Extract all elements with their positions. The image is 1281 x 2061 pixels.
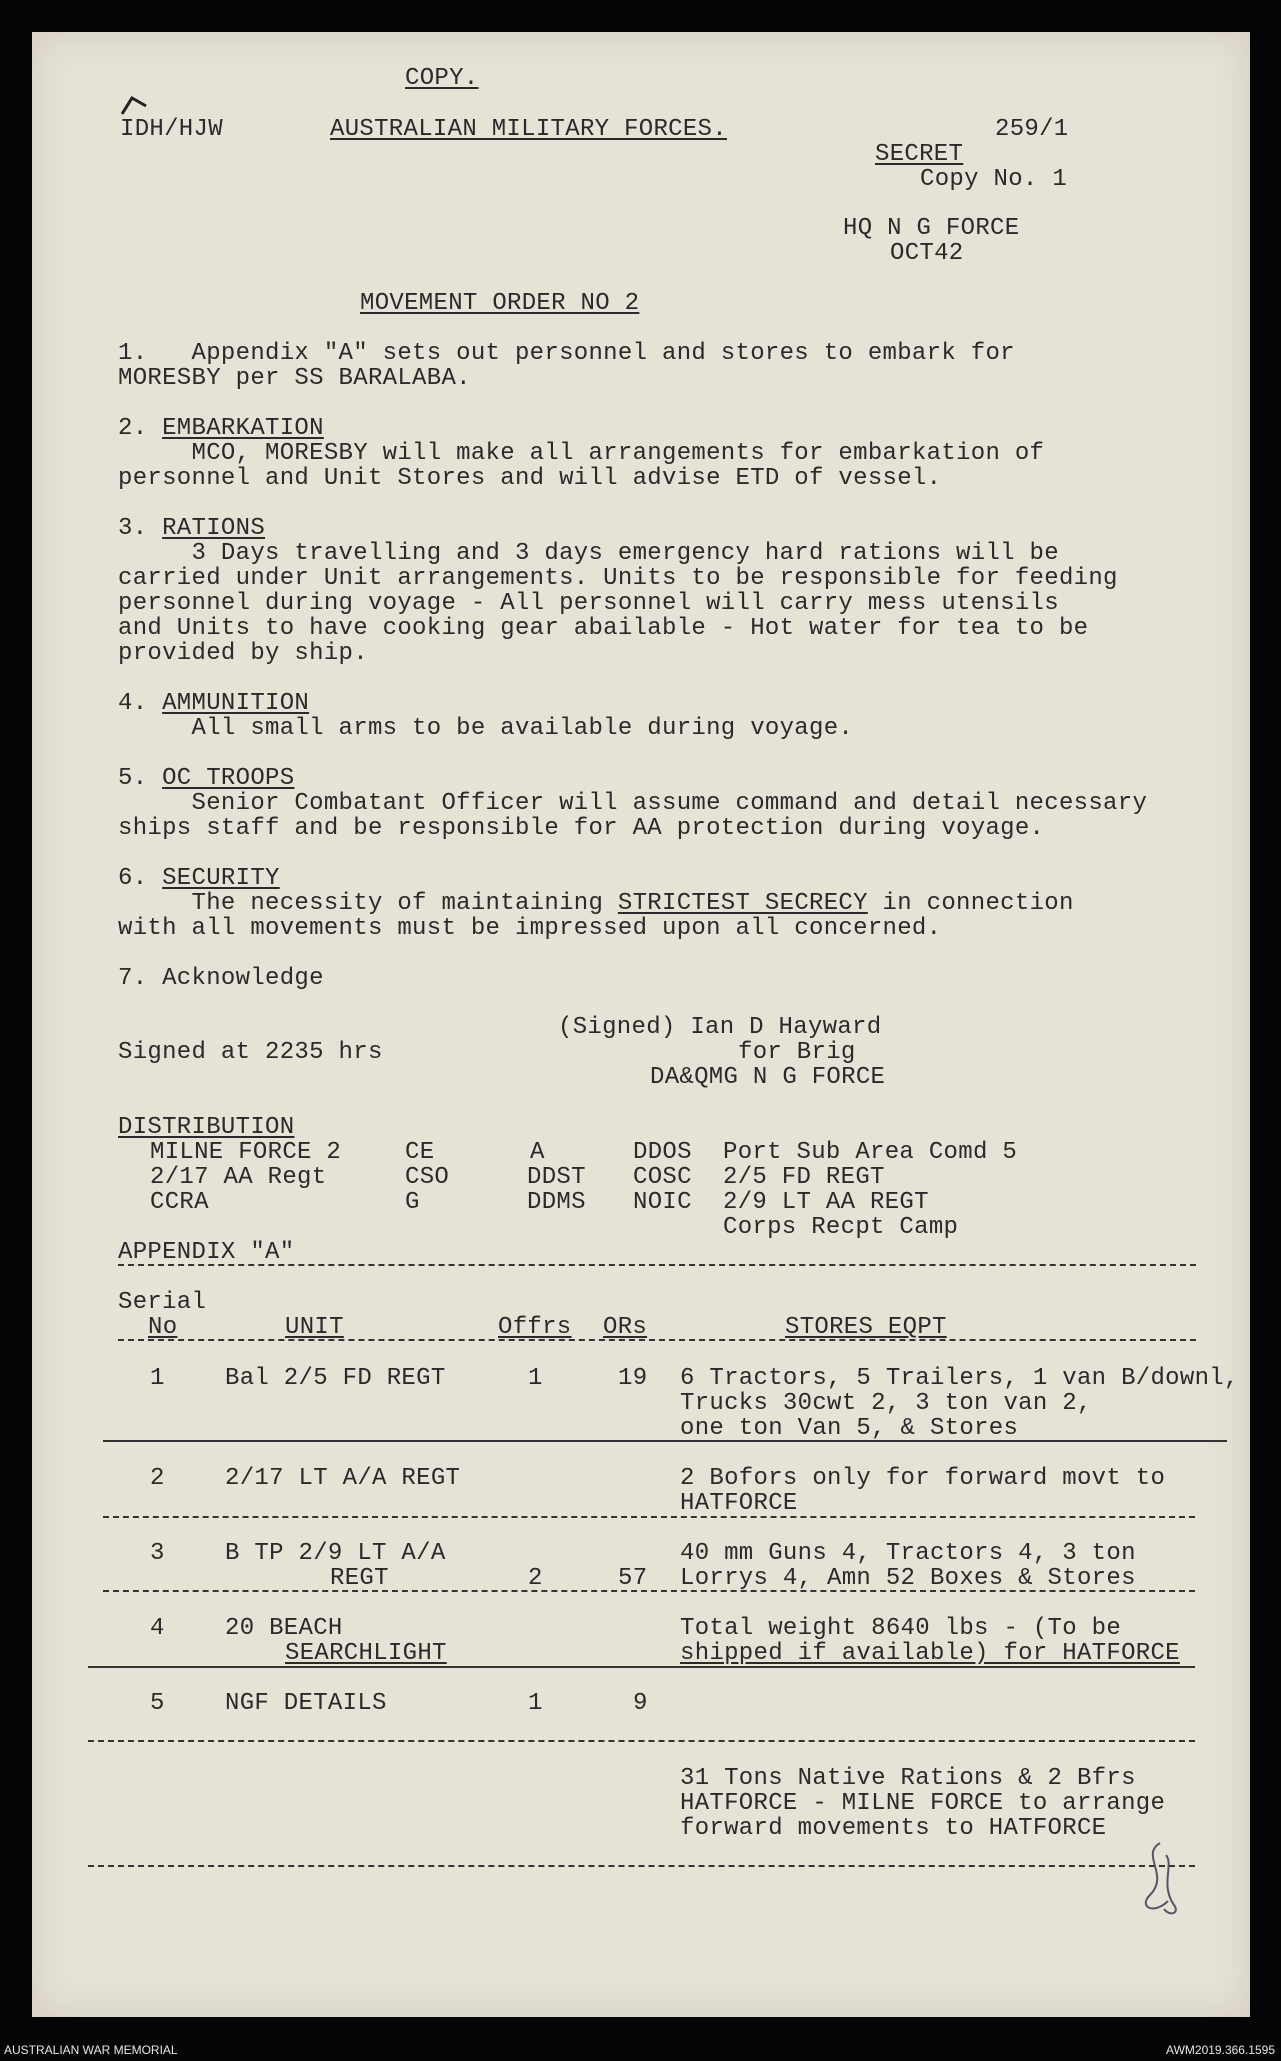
classification: SECRET (875, 141, 964, 168)
dist-cell: 2/9 LT AA REGT (723, 1189, 929, 1216)
serial-cell: 2 (150, 1465, 165, 1492)
para-5-line-1: Senior Combatant Officer will assume command and detail necessary (118, 790, 1148, 817)
col-header-offrs: Offrs (498, 1314, 572, 1341)
signed-for: for Brig (738, 1039, 856, 1066)
dist-cell: A (530, 1139, 545, 1166)
para-6-heading (118, 866, 280, 891)
stores-cell: Trucks 30cwt 2, 3 ton van 2, (680, 1390, 1092, 1417)
para-3-line-1: 3 Days travelling and 3 days emergency hard rations will be (118, 540, 1059, 567)
col-header-ors: ORs (603, 1314, 648, 1341)
col-header-unit: UNIT (285, 1314, 344, 1341)
para-2-line-2: personnel and Unit Stores and will advise ETD of vessel. (118, 465, 942, 492)
distribution-heading: DISTRIBUTION (118, 1114, 295, 1141)
dist-cell: Port Sub Area Comd 5 (723, 1139, 1018, 1166)
appendix-note: forward movements to HATFORCE (680, 1815, 1107, 1842)
row-divider (88, 1666, 1195, 1668)
headquarters: HQ N G FORCE (843, 215, 1020, 242)
unit-cell: B TP 2/9 LT A/A (225, 1540, 446, 1567)
stores-cell: Lorrys 4, Amn 52 Boxes & Stores (680, 1565, 1136, 1592)
appendix-note: 31 Tons Native Rations & 2 Bfrs (680, 1765, 1136, 1792)
handwritten-initials-icon (1130, 1835, 1190, 1920)
stores-cell: 40 mm Guns 4, Tractors 4, 3 ton (680, 1540, 1136, 1567)
file-number: 259/1 (995, 116, 1069, 143)
serial-cell: 5 (150, 1690, 165, 1717)
para-6-title: SECURITY (162, 865, 280, 892)
handwritten-tick-icon (118, 92, 152, 120)
stores-cell: 2 Bofors only for forward movt to (680, 1465, 1166, 1492)
para-2-line-1: MCO, MORESBY will make all arrangements for embarkation of (118, 440, 1045, 467)
unit-cell: Bal 2/5 FD REGT (225, 1365, 446, 1392)
col-header-serial: Serial (118, 1289, 207, 1316)
dist-cell: G (405, 1189, 420, 1216)
dist-cell: MILNE FORCE 2 (150, 1139, 342, 1166)
dist-cell: COSC (633, 1164, 692, 1191)
serial-cell: 1 (150, 1365, 165, 1392)
para-4-heading (118, 691, 309, 716)
unit-cell: 20 BEACH (225, 1615, 343, 1642)
para-1-line-2: MORESBY per SS BARALABA. (118, 365, 471, 392)
para-6-line-2: with all movements must be impressed upon all concerned. (118, 915, 942, 942)
ors-cell: 19 (618, 1365, 648, 1392)
stores-cell: shipped if available) for HATFORCE (680, 1640, 1180, 1667)
para-3-line-4: and Units to have cooking gear abailable - Hot water for tea to be (118, 615, 1089, 642)
para-6-emphasis: STRICTEST SECRECY (617, 890, 868, 917)
para-4-title: AMMUNITION (162, 690, 310, 717)
organisation-heading: AUSTRALIAN MILITARY FORCES. (330, 116, 727, 143)
para-6-number: 6. (118, 865, 163, 892)
col-header-no: No (148, 1314, 178, 1341)
dist-cell: 2/5 FD REGT (723, 1164, 885, 1191)
para-5-heading (118, 766, 294, 791)
para-6-text-a: The necessity of maintaining (118, 890, 618, 917)
para-2-heading (118, 416, 324, 441)
para-3-line-2: carried under Unit arrangements. Units to be responsible for feeding (118, 565, 1118, 592)
ors-cell: 57 (618, 1565, 648, 1592)
dist-cell: CE (405, 1139, 435, 1166)
para-2-title: EMBARKATION (162, 415, 324, 442)
para-6-line-1 (118, 891, 1074, 916)
stores-cell: 6 Tractors, 5 Trailers, 1 van B/downl, (680, 1365, 1239, 1392)
offrs-cell: 1 (528, 1365, 543, 1392)
signed-at: Signed at 2235 hrs (118, 1039, 383, 1066)
row-divider (88, 1740, 1195, 1742)
footer-right: AWM2019.366.1595 (1166, 2043, 1275, 2057)
stores-cell: one ton Van 5, & Stores (680, 1415, 1019, 1442)
dist-cell: DDMS (527, 1189, 586, 1216)
divider (118, 1264, 1196, 1266)
reference-initials: IDH/HJW (120, 116, 223, 143)
order-date: OCT42 (890, 240, 964, 267)
footer-left: AUSTRALIAN WAR MEMORIAL (4, 2043, 178, 2057)
divider (118, 1339, 1196, 1341)
page-title: MOVEMENT ORDER NO 2 (360, 290, 640, 317)
signed-by: (Signed) Ian D Hayward (558, 1014, 882, 1041)
para-3-line-5: provided by ship. (118, 640, 368, 667)
para-5-line-2: ships staff and be responsible for AA protection during voyage. (118, 815, 1045, 842)
stores-cell: Total weight 8640 lbs - (To be (680, 1615, 1122, 1642)
signatory-office: DA&QMG N G FORCE (650, 1064, 886, 1091)
para-4-number: 4. (118, 690, 163, 717)
unit-cell: 2/17 LT A/A REGT (225, 1465, 461, 1492)
dist-cell: 2/17 AA Regt (150, 1164, 327, 1191)
row-divider (103, 1516, 1195, 1518)
stores-cell: HATFORCE (680, 1490, 798, 1517)
para-5-number: 5. (118, 765, 163, 792)
dist-cell: DDST (527, 1164, 586, 1191)
row-divider (103, 1590, 1195, 1592)
appendix-heading: APPENDIX "A" (118, 1239, 295, 1266)
para-3-title: RATIONS (162, 515, 266, 542)
dist-cell: CCRA (150, 1189, 209, 1216)
unit-cell: SEARCHLIGHT (285, 1640, 447, 1667)
dist-cell: NOIC (633, 1189, 692, 1216)
para-7: 7. Acknowledge (118, 965, 324, 992)
para-3-heading (118, 516, 265, 541)
para-6-text-c: in connection (867, 890, 1074, 917)
offrs-cell: 1 (528, 1690, 543, 1717)
offrs-cell: 2 (528, 1565, 543, 1592)
serial-cell: 4 (150, 1615, 165, 1642)
para-5-title: OC TROOPS (162, 765, 295, 792)
serial-cell: 3 (150, 1540, 165, 1567)
dist-cell: CSO (405, 1164, 450, 1191)
para-3-line-3: personnel during voyage - All personnel will carry mess utensils (118, 590, 1059, 617)
dist-cell: Corps Recpt Camp (723, 1214, 959, 1241)
ors-cell: 9 (633, 1690, 648, 1717)
para-2-number: 2. (118, 415, 163, 442)
col-header-stores: STORES EQPT (785, 1314, 947, 1341)
divider (88, 1865, 1195, 1867)
para-4-line-1: All small arms to be available during voyage. (118, 715, 854, 742)
unit-cell: REGT (330, 1565, 389, 1592)
dist-cell: DDOS (633, 1139, 692, 1166)
copy-label: COPY. (405, 65, 479, 92)
para-3-number: 3. (118, 515, 163, 542)
unit-cell: NGF DETAILS (225, 1690, 387, 1717)
appendix-note: HATFORCE - MILNE FORCE to arrange (680, 1790, 1166, 1817)
row-divider (103, 1440, 1227, 1442)
copy-number: Copy No. 1 (920, 166, 1068, 193)
para-1-line-1: 1. Appendix "A" sets out personnel and stores to embark for (118, 340, 1015, 367)
